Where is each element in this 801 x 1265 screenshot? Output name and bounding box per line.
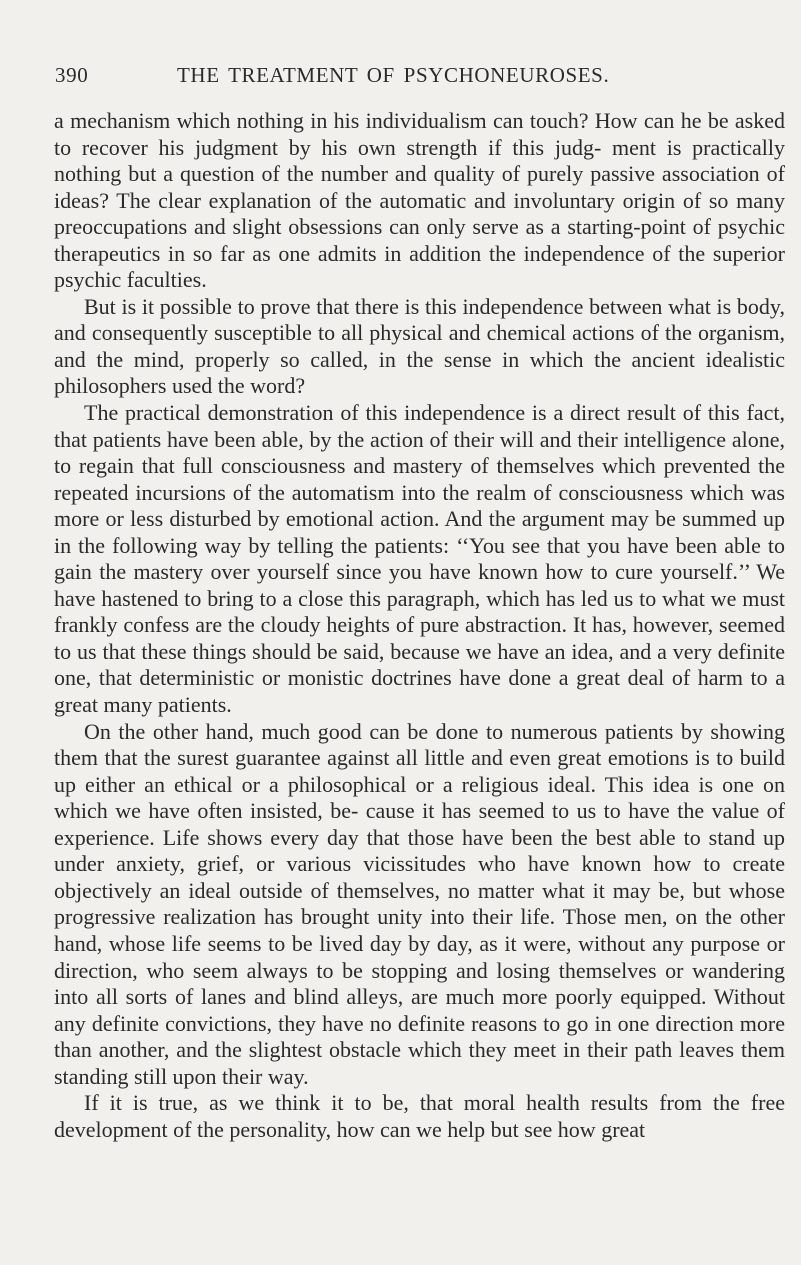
paragraph-continued: a mechanism which nothing in his individualism can touch? How can he be asked to recover his judgment by his own strength if this judg- ment is practically nothing but a question of the number and quality of purely passive association of ideas? The clear explanation of the automatic and involuntary origin of so many preoccupations and slight obsessions can only serve as a starting-point of psychic therapeutics in so far as one admits in addition the independence of the superior psychic faculties. — [54, 108, 785, 293]
paragraph: On the other hand, much good can be done to numerous patients by showing them that the surest guarantee against all little and even great emotions is to build up either an ethical or a philosophical or a religious ideal. This idea is one on which we have often insisted, be- cause it has seemed to us to have the value of experience. Life shows every day that those have been the best able to stand up under anxiety, grief, or various vicissitudes who have known how to create objectively an ideal outside of themselves, no matter what it may be, but whose progressive realization has brought unity into their life. Those men, on the other hand, whose life seems to be lived day by day, as it were, without any purpose or direction, who seem always to be stopping and losing themselves or wandering into all sorts of lanes and blind alleys, are much more poorly equipped. Without any definite convictions, they have no definite reasons to go in one direction more than another, and the slightest obstacle which they meet in their path leaves them standing still upon their way. — [54, 718, 785, 1089]
page-number: 390 — [55, 63, 89, 87]
book-page — [54, 60, 785, 1143]
paragraph: The practical demonstration of this independence is a direct result of this fact, that patients have been able, by the action of their will and their intelligence alone, to regain that full consciousness and mastery of themselves which prevented the repeated incursions of the automatism into the realm of consciousness which was more or less disturbed by emotional action. And the argument may be summed up in the following way by telling the patients: ‘‘You see that you have been able to gain the mastery over yourself since you have known how to cure yourself.’’ We have hastened to bring to a close this paragraph, which has led us to what we must frankly confess are the cloudy heights of pure abstraction. It has, however, seemed to us that these things should be said, because we have an idea, and a very definite one, that deterministic or monistic doctrines have done a great deal of harm to a great many patients. — [54, 400, 785, 718]
running-title: THE TREATMENT OF PSYCHONEUROSES. — [177, 63, 610, 87]
paragraph: But is it possible to prove that there is this independence between what is body, and consequently susceptible to all physical and chemical actions of the organism, and the mind, properly so called, in the sense in which the ancient idealistic philosophers used the word? — [54, 293, 785, 399]
paragraph: If it is true, as we think it to be, that moral health results from the free development of the personality, how can we help but see how great — [54, 1090, 785, 1142]
page-header — [54, 60, 785, 90]
body-text — [54, 108, 785, 1143]
